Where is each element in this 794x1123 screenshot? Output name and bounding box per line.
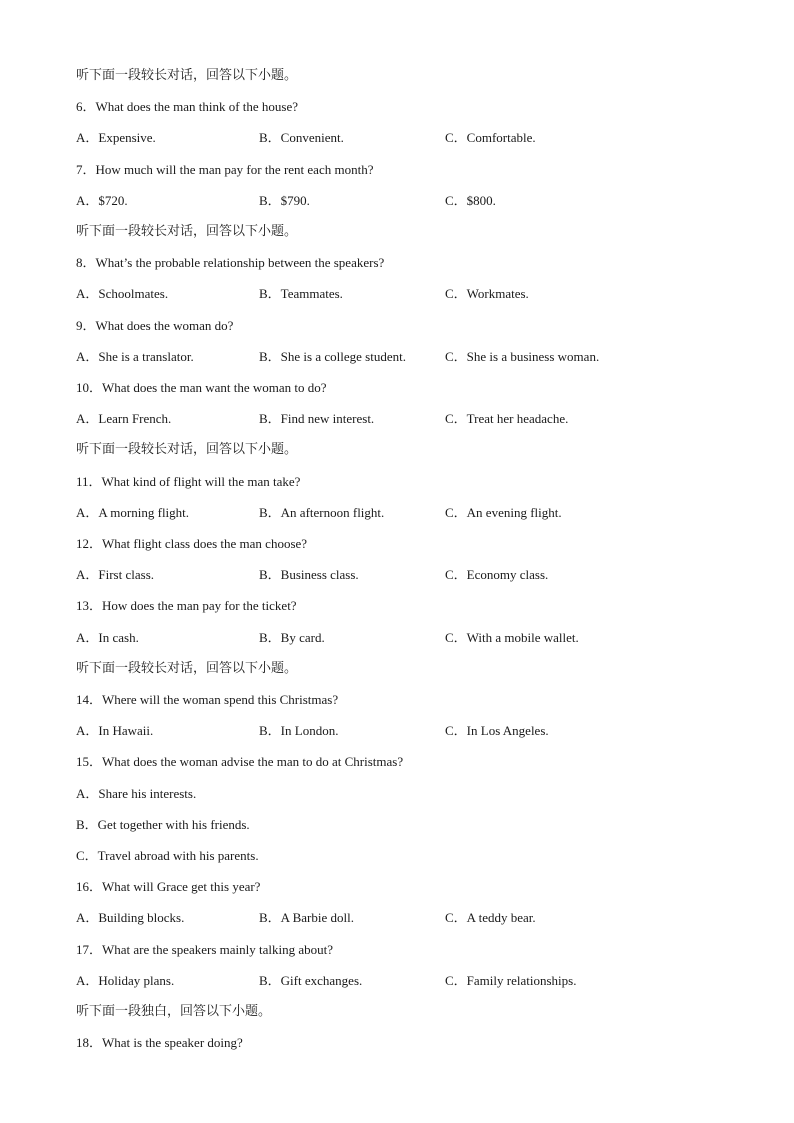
- section-instruction: 听下面一段较长对话，回答以下小题。: [76, 68, 298, 83]
- section-instruction: 听下面一段独白，回答以下小题。: [76, 1004, 272, 1019]
- answer-option-a: A．A morning flight.: [76, 505, 190, 520]
- answer-option-line: C．Travel abroad with his parents.: [76, 848, 259, 863]
- section-instruction: 听下面一段较长对话，回答以下小题。: [76, 442, 298, 457]
- question-text: 15．What does the woman advise the man to do at Christmas?: [76, 754, 404, 769]
- question-text: 11．What kind of flight will the man take?: [76, 474, 301, 489]
- answer-option-b: B．Convenient.: [259, 130, 344, 145]
- answer-option-c: C．With a mobile wallet.: [445, 630, 579, 645]
- question-text: 13．How does the man pay for the ticket?: [76, 598, 297, 613]
- section-instruction: 听下面一段较长对话，回答以下小题。: [76, 661, 298, 676]
- answer-option-b: B．In London.: [259, 723, 339, 738]
- answer-option-b: B．Teammates.: [259, 286, 343, 301]
- question-text: 12．What flight class does the man choose?: [76, 536, 308, 551]
- answer-option-a: A．Expensive.: [76, 130, 156, 145]
- answer-option-a: A．In cash.: [76, 630, 139, 645]
- answer-option-c: C．In Los Angeles.: [445, 723, 549, 738]
- question-text: 17．What are the speakers mainly talking about?: [76, 942, 334, 957]
- answer-option-c: C．Workmates.: [445, 286, 529, 301]
- question-text: 14．Where will the woman spend this Christmas?: [76, 692, 339, 707]
- answer-option-b: B．A Barbie doll.: [259, 910, 354, 925]
- answer-option-a: A．In Hawaii.: [76, 723, 154, 738]
- question-text: 8．What’s the probable relationship between the speakers?: [76, 255, 385, 270]
- question-text: 6．What does the man think of the house?: [76, 99, 299, 114]
- answer-option-a: A．First class.: [76, 567, 155, 582]
- question-text: 16．What will Grace get this year?: [76, 879, 261, 894]
- question-text: 10．What does the man want the woman to do?: [76, 380, 327, 395]
- answer-option-a: A．Holiday plans.: [76, 973, 175, 988]
- answer-option-c: C．Economy class.: [445, 567, 549, 582]
- answer-option-c: C．Treat her headache.: [445, 411, 569, 426]
- question-text: 9．What does the woman do?: [76, 318, 234, 333]
- answer-option-c: C．She is a business woman.: [445, 349, 600, 364]
- answer-option-b: B．By card.: [259, 630, 325, 645]
- answer-option-a: A．Learn French.: [76, 411, 172, 426]
- answer-option-c: C．Family relationships.: [445, 973, 577, 988]
- answer-option-b: B．$790.: [259, 193, 310, 208]
- answer-option-c: C．An evening flight.: [445, 505, 562, 520]
- answer-option-a: A．Schoolmates.: [76, 286, 169, 301]
- section-instruction: 听下面一段较长对话，回答以下小题。: [76, 224, 298, 239]
- answer-option-a: A．$720.: [76, 193, 128, 208]
- answer-option-b: B．Gift exchanges.: [259, 973, 363, 988]
- answer-option-b: B．Find new interest.: [259, 411, 375, 426]
- answer-option-b: B．Business class.: [259, 567, 359, 582]
- answer-option-c: C．A teddy bear.: [445, 910, 536, 925]
- answer-option-a: A．She is a translator.: [76, 349, 194, 364]
- answer-option-c: C．$800.: [445, 193, 496, 208]
- question-text: 7．How much will the man pay for the rent each month?: [76, 162, 374, 177]
- answer-option-line: A．Share his interests.: [76, 786, 197, 801]
- answer-option-c: C．Comfortable.: [445, 130, 536, 145]
- answer-option-b: B．An afternoon flight.: [259, 505, 385, 520]
- question-text: 18．What is the speaker doing?: [76, 1035, 243, 1050]
- answer-option-line: B．Get together with his friends.: [76, 817, 250, 832]
- answer-option-a: A．Building blocks.: [76, 910, 185, 925]
- answer-option-b: B．She is a college student.: [259, 349, 406, 364]
